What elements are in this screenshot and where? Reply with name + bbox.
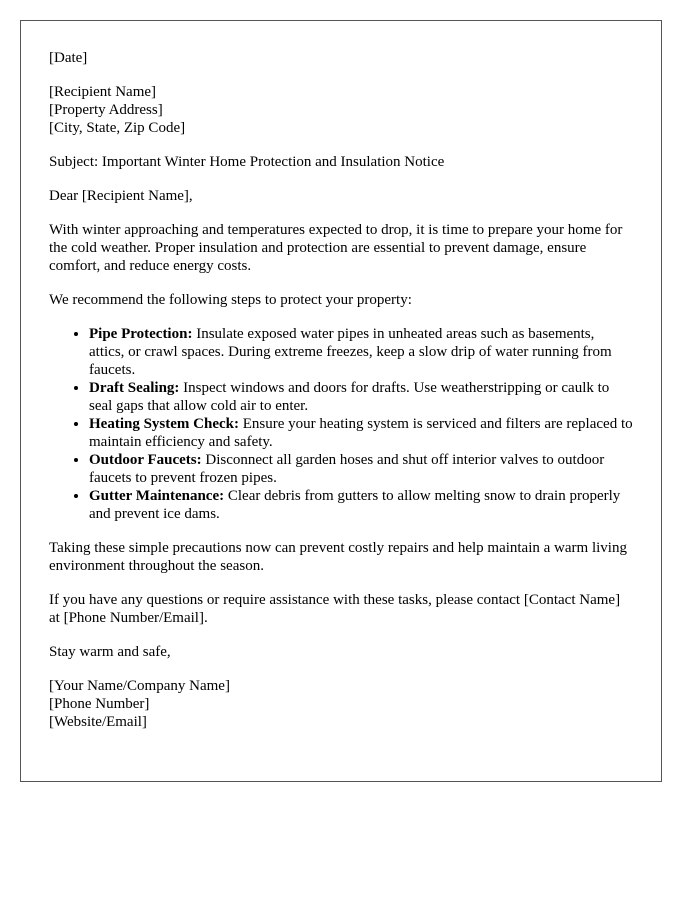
list-item bbox=[89, 325, 633, 379]
list-item bbox=[89, 451, 633, 487]
step-text: Ensure your heating system is serviced and filters are replaced to maintain efficiency and safety. bbox=[89, 416, 633, 450]
step-title: Draft Sealing: bbox=[89, 380, 180, 396]
closing-paragraph: Taking these simple precautions now can prevent costly repairs and help maintain a warm living environment throughout the season. bbox=[49, 540, 627, 574]
list-intro: We recommend the following steps to protect your property: bbox=[49, 292, 412, 308]
recipient-city: [City, State, Zip Code] bbox=[49, 120, 186, 136]
sender-phone: [Phone Number] bbox=[49, 696, 150, 712]
date: [Date] bbox=[49, 50, 88, 66]
step-title: Pipe Protection: bbox=[89, 326, 193, 342]
step-text: Inspect windows and doors for drafts. Use weatherstripping or caulk to seal gaps that allow cold air to enter. bbox=[89, 380, 610, 414]
recipient-address: [Property Address] bbox=[49, 102, 163, 118]
step-title: Heating System Check: bbox=[89, 416, 239, 432]
greeting: Dear [Recipient Name], bbox=[49, 188, 193, 204]
sender-name: [Your Name/Company Name] bbox=[49, 678, 230, 694]
recipient-name: [Recipient Name] bbox=[49, 84, 157, 100]
intro-paragraph: With winter approaching and temperatures expected to drop, it is time to prepare your home for the cold weather. Proper insulation and protection are essential to prevent damage, ensure comfort, and reduce energy costs. bbox=[49, 222, 623, 274]
step-text: Clear debris from gutters to allow melting snow to drain properly and prevent ice dams. bbox=[89, 488, 621, 522]
recipient-block bbox=[49, 83, 633, 137]
list-item bbox=[89, 415, 633, 451]
steps-list bbox=[49, 325, 633, 523]
step-text: Disconnect all garden hoses and shut off interior valves to outdoor faucets to prevent frozen pipes. bbox=[89, 452, 605, 486]
list-item bbox=[89, 379, 633, 415]
step-title: Outdoor Faucets: bbox=[89, 452, 202, 468]
step-text: Insulate exposed water pipes in unheated areas such as basements, attics, or crawl spaces. During extreme freezes, keep a slow drip of water running from faucets. bbox=[89, 326, 612, 378]
list-item bbox=[89, 487, 633, 523]
step-title: Gutter Maintenance: bbox=[89, 488, 225, 504]
signoff: Stay warm and safe, bbox=[49, 644, 171, 660]
subject: Subject: Important Winter Home Protection and Insulation Notice bbox=[49, 154, 445, 170]
sender-block bbox=[49, 677, 633, 731]
contact-paragraph: If you have any questions or require assistance with these tasks, please contact [Contact Name] at [Phone Number/Email]. bbox=[49, 592, 621, 626]
sender-web: [Website/Email] bbox=[49, 714, 147, 730]
letter bbox=[20, 20, 662, 782]
